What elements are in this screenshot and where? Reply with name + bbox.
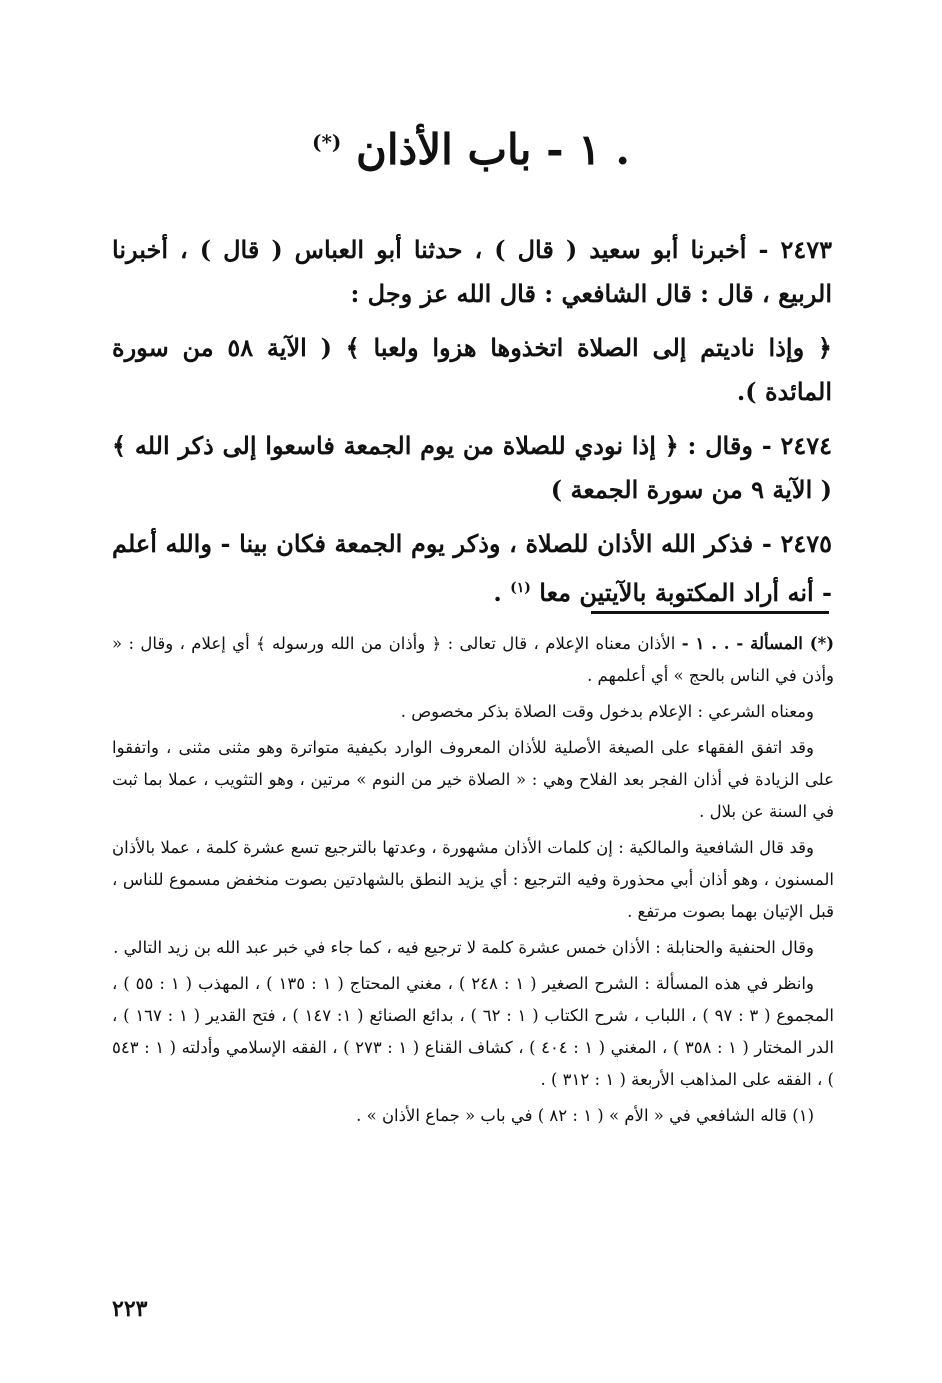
- footnotes: [112, 628, 834, 1136]
- main-text: [112, 228, 832, 625]
- note-hanafi-hanbali: وقال الحنفية والحنابلة : الأذان خمس عشرة كلمة لا ترجيع فيه ، كما جاء في خبر عبد الله بن زيد التالي .: [113, 938, 814, 957]
- note-text: الأذان معناه الإعلام ، قال تعالى : ﴿ وأذان من الله ورسوله ﴾ أي إعلام ، وقال : « وأذن في الناس بالحج » أي أعلمهم .: [112, 634, 834, 685]
- footnote-separator: [591, 611, 829, 614]
- paragraph-quran-verse: [112, 326, 832, 414]
- paragraph-text: ﴿ وإذا ناديتم إلى الصلاة اتخذوها هزوا ولعبا ﴾ ( الآية ٥٨ من سورة المائدة ).: [112, 333, 832, 406]
- paragraph-2475: [112, 522, 832, 615]
- note-lead: (*) المسألة - . . ١ -: [681, 634, 835, 653]
- paragraph-tail: .: [493, 578, 511, 607]
- footnote-1: (١) قاله الشافعي في « الأم » ( ١ : ٨٢ ) في باب « جماع الأذان » .: [356, 1106, 814, 1125]
- paragraph-text: - وقال : ﴿ إذا نودي للصلاة من يوم الجمعة فاسعوا إلى ذكر الله ﴾ ( الآية ٩ من سورة الجمعة ): [112, 431, 832, 504]
- chapter-title: [0, 112, 942, 180]
- paragraph-number: ٢٤٧٥: [780, 529, 832, 558]
- paragraph-number: ٢٤٧٣: [780, 235, 832, 264]
- paragraph-2473: [112, 228, 832, 316]
- page-number: ٢٢٣: [112, 1296, 148, 1322]
- chapter-title-text: . ١ - باب الأذان: [356, 125, 630, 174]
- note-shafii-maliki: وقد قال الشافعية والمالكية : إن كلمات الأذان مشهورة ، وعدتها بالترجيع تسع عشرة كلمة ، عملا بالأذان المسنون ، وهو أذان أبي محذورة وفيه الترجيع : أي يزيد النطق بالشهادتين بصوت منخفض مسموع للناس ، قبل الإتيان بهما بصوت مرتفع .: [112, 838, 834, 921]
- paragraph-text: - أخبرنا أبو سعيد ( قال ) ، حدثنا أبو العباس ( قال ) ، أخبرنا الربيع ، قال : قال الشافعي : قال الله عز وجل :: [112, 235, 832, 308]
- note-masala: [112, 628, 834, 692]
- paragraph-number: ٢٤٧٤: [780, 431, 833, 460]
- note-references: وانظر في هذه المسألة : الشرح الصغير ( ١ : ٢٤٨ ) ، مغني المحتاج ( ١ : ١٣٥ ) ، المهذب ( ١ : ٥٥ ) ، المجموع ( ٣ : ٩٧ ) ، اللباب ، شرح الكتاب ( ١ : ٦٢ ) ، بدائع الصنائع ( ١: ١٤٧ ) ، فتح القدير ( ١ : ١٦٧ ) ، الدر المختار ( ١ : ٣٥٨ ) ، المغني ( ١ : ٤٠٤ ) ، كشاف القناع ( ١ : ٢٧٣ ) ، الفقه الإسلامي وأدلته ( ١ : ٥٤٣ ) ، الفقه على المذاهب الأربعة ( ١ : ٣١٢ ) .: [112, 974, 834, 1089]
- note-shari-meaning: ومعناه الشرعي : الإعلام بدخول وقت الصلاة بذكر مخصوص .: [400, 702, 814, 721]
- paragraph-text: - فذكر الله الأذان للصلاة ، وذكر يوم الجمعة فكان بينا - والله أعلم - أنه أراد المكتوبة بالآيتين معا: [112, 529, 832, 607]
- note-agreement: وقد اتفق الفقهاء على الصيغة الأصلية للأذان المعروف الوارد بكيفية متواترة وهو مثنى مثنى ، واتفقوا على الزيادة في أذان الفجر بعد الفلاح وهي : « الصلاة خير من النوم » مرتين ، وهو التثويب ، عملا بما ثبت في السنة عن بلال .: [112, 738, 834, 821]
- chapter-footnote-marker: (*): [312, 130, 342, 154]
- footnote-reference: (١): [510, 580, 531, 596]
- paragraph-2474: [112, 424, 832, 512]
